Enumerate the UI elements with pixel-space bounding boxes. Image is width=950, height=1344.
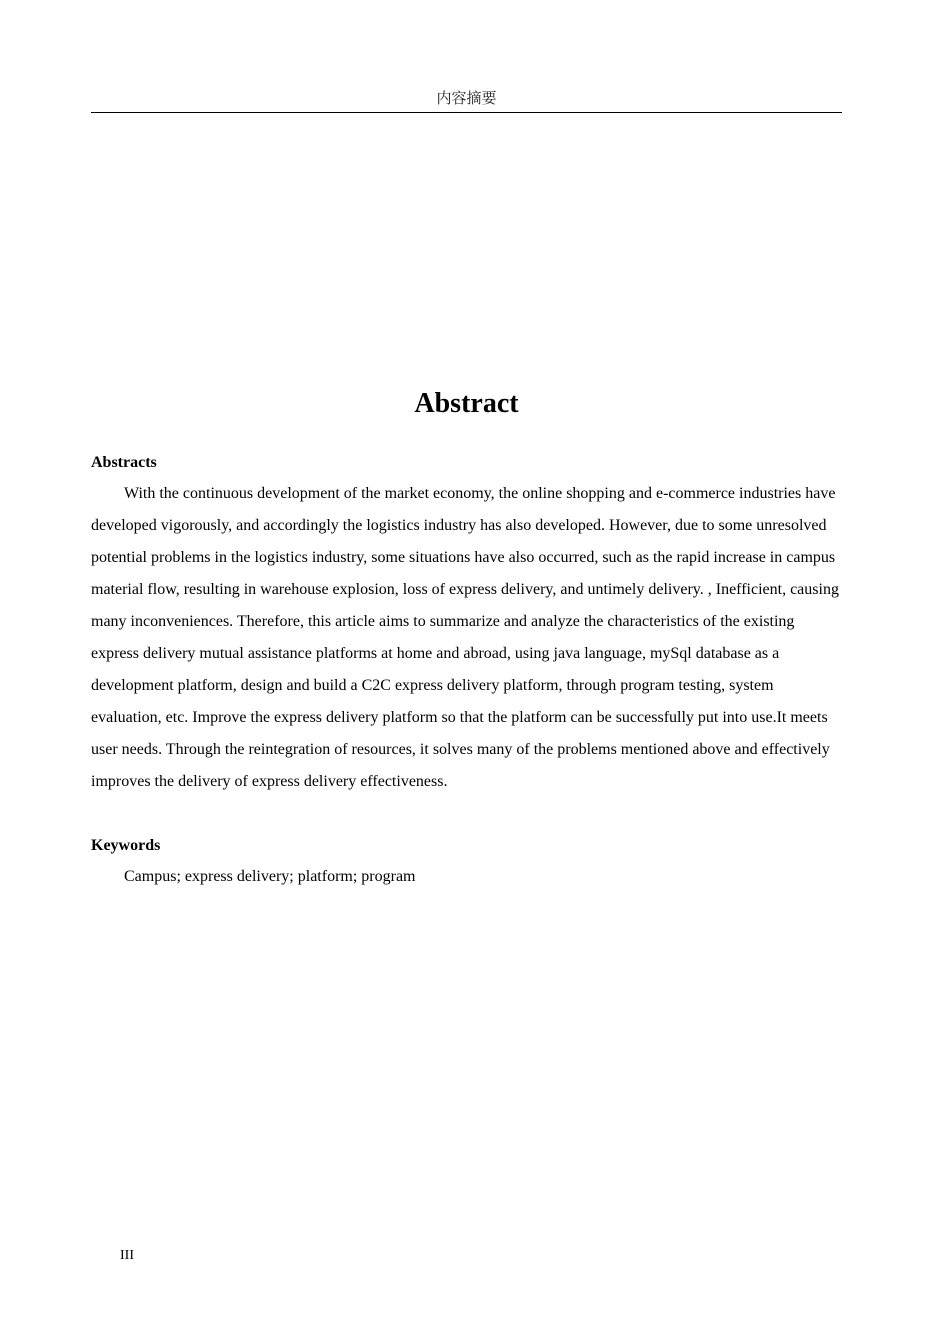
page-title: Abstract — [414, 388, 519, 419]
keywords-list: Campus; express delivery; platform; program — [124, 868, 416, 885]
abstract-paragraph: With the continuous development of the market economy, the online shopping and e-commerce industries have developed vigorously, and accordingly the logistics industry has also developed. However, due to some unresolved potential problems in the logistics industry, some situations have also occurred, such as the rapid increase in campus material flow, resulting in warehouse explosion, loss of express delivery, and untimely delivery. , Inefficient, causing many inconveniences. Therefore, this article aims to summarize and analyze the characteristics of the existing express delivery mutual assistance platforms at home and abroad, using java language, mySql database as a development platform, design and build a C2C express delivery platform, through program testing, system evaluation, etc. Improve the express delivery platform so that the platform can be successfully put into use.It meets user needs. Through the reintegration of resources, it solves many of the problems mentioned above and effectively improves the delivery of express delivery effectiveness. — [91, 485, 839, 790]
running-header — [91, 88, 842, 113]
abstract-section-label: Abstracts — [91, 454, 157, 471]
keywords-section-label: Keywords — [91, 837, 161, 854]
running-header-title: 内容摘要 — [436, 89, 497, 107]
page-number: III — [120, 1248, 134, 1263]
